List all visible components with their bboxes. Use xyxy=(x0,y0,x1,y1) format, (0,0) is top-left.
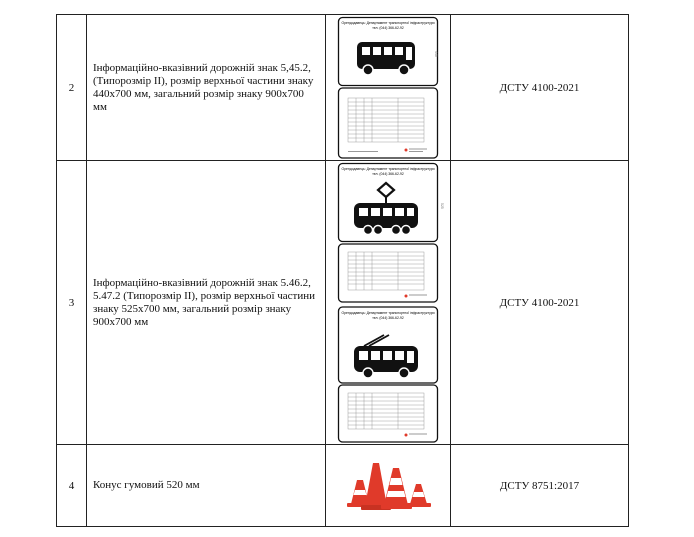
row-number: 3 xyxy=(57,161,87,445)
row-description: Конус гумовий 520 мм xyxy=(87,445,326,527)
table-row xyxy=(57,445,629,527)
row-description: Інформаційно-вказівний дорожній знак 5,45.2, (Типорозмір ІІ), розмір верхньої частини знаку 440х700 мм, загальний розмір знаку 900х700 мм xyxy=(87,15,326,161)
logo-mark xyxy=(405,433,408,436)
row-standard: ДСТУ 4100-2021 xyxy=(451,15,629,161)
sign-header-line-1: Орендодавець: Департамент транспортної інфраструктури xyxy=(341,20,435,25)
table-row xyxy=(57,161,629,445)
sign-header-line-2: тел. (044) 366-62-92 xyxy=(372,171,404,176)
cone-icon xyxy=(407,484,431,507)
row-description: Інформаційно-вказівний дорожній знак 5.46.2, 5.47.2 (Типорозмір ІІ), розмір верхньої частини знаку 525х700 мм, загальний розмір знаку 900х700 мм xyxy=(87,161,326,445)
sign-header-line-1: Орендодавець: Департамент транспортної інфраструктури xyxy=(341,166,435,171)
row-standard: ДСТУ 8751:2017 xyxy=(451,445,629,527)
logo-mark xyxy=(405,294,408,297)
equipment-table xyxy=(56,14,629,527)
dimension-label: 525 xyxy=(440,202,444,209)
sign-header-line-1: Орендодавець: Департамент транспортної інфраструктури xyxy=(341,310,435,315)
dimension-label: 440 xyxy=(434,50,438,57)
sign-header-line-2: тел. (044) 366-62-92 xyxy=(372,315,404,320)
sign-header-line-2: тел. (044) 366-62-92 xyxy=(372,25,404,30)
traffic-cones-image xyxy=(343,460,433,512)
row-standard: ДСТУ 4100-2021 xyxy=(451,161,629,445)
tram-trolleybus-signs-image xyxy=(338,163,444,443)
table-row xyxy=(57,15,629,161)
sign-image-cell xyxy=(326,161,451,445)
row-number: 2 xyxy=(57,15,87,161)
bus-sign-image xyxy=(338,17,438,159)
cone-icon xyxy=(381,468,412,509)
cone-image-cell xyxy=(326,445,451,527)
logo-mark xyxy=(405,148,408,151)
sign-image-cell xyxy=(326,15,451,161)
row-number: 4 xyxy=(57,445,87,527)
